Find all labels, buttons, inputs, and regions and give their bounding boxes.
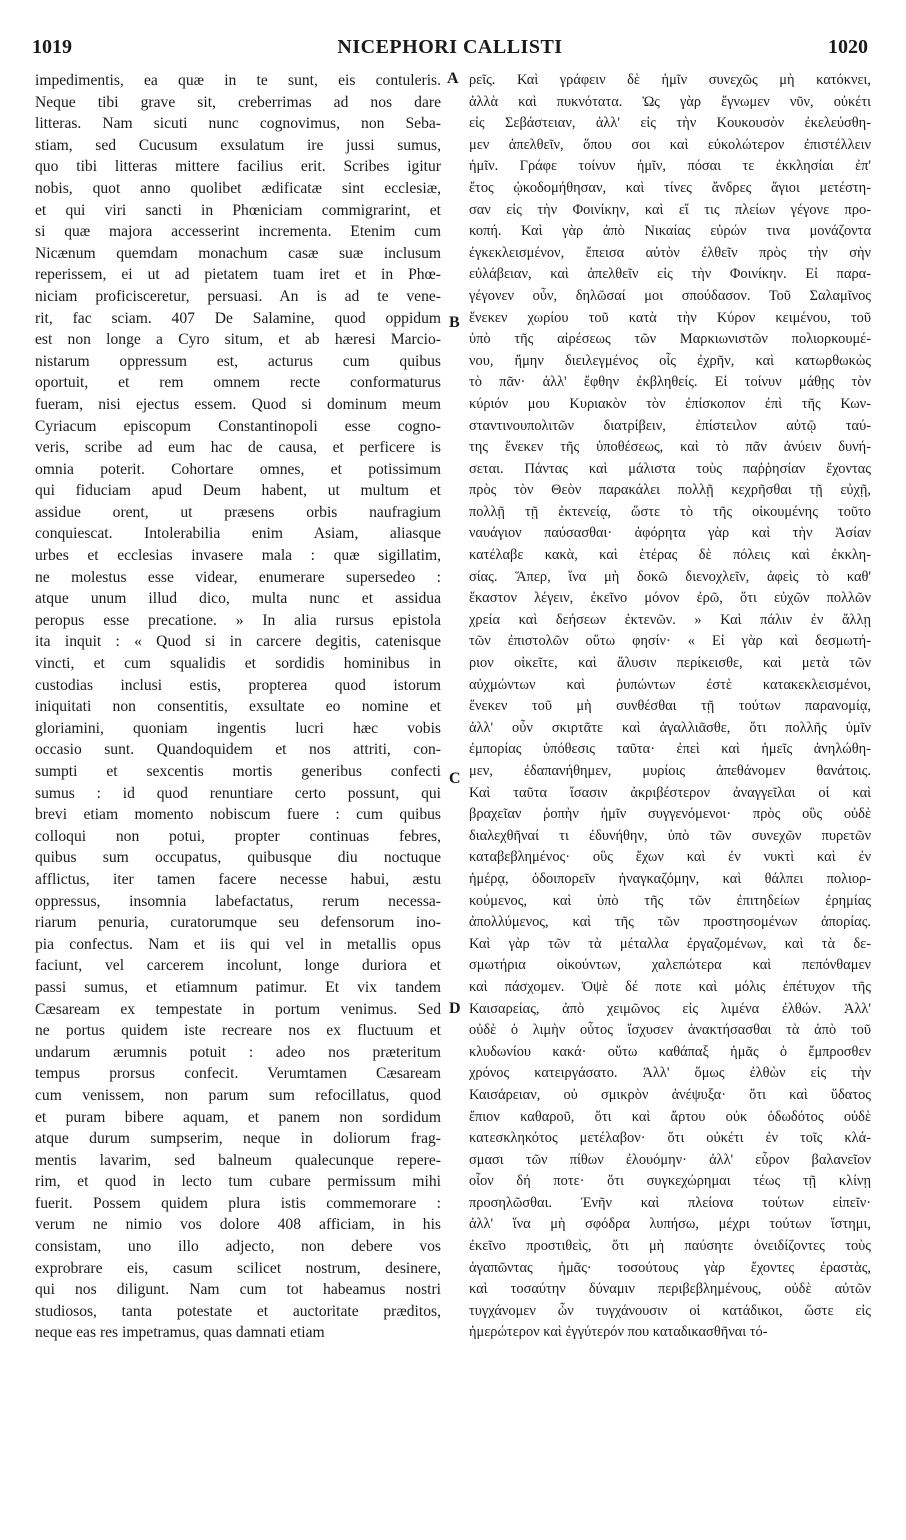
latin-text-line: custodias inclusi estis, propterea quod istorum [35,676,441,694]
latin-text-line: nistarum oppressum est, acturus cum quibus [35,352,441,370]
greek-column [469,70,871,1344]
greek-text-line: ὑπὸ τῆς αἱρέσεως τῶν Μαρκιωνιστῶν πολιορκουμέ- [469,331,871,348]
latin-text-line: quibus sum occupatus, quibusque diu noctuque [35,849,441,867]
greek-text-line: καὶ τοσαύτην δύναμιν περιβεβλημένους, οὐδὲ αὐτῶν [469,1281,871,1298]
latin-text-line: exprobrare eis, casum scilicet nostrum, desinere, [35,1259,441,1277]
greek-text-line: νου, ἤμην διειλεγμένος οἷς ἐχρῆν, καὶ κατωρθωκὼς [469,352,871,369]
greek-text-line: ἡμερώτερον καὶ ἐγγύτερόν που καταδικασθῆναι τό- [469,1324,768,1341]
latin-text-line: faciunt, vel carcerem incolunt, longe duriora et [35,957,441,975]
greek-text-line: Καὶ ταῦτα ἴσασιν ἀκριβέστερον ἀναγγεῖλαι οἱ καὶ [469,784,871,801]
greek-text-line: ἡμῖν. Γράφε τοίνυν ἡμῖν, πόσαι τε ἐκκλησίαι ἐπ' [469,158,871,175]
latin-text-line: afflictus, iter tamen facere necesse habui, æstu [35,870,441,888]
greek-text-line: οὐδὲ ὁ λιμὴν οὗτος ἴσχυσεν ἀνακτήσασθαι τὰ ἀπὸ τοῦ [469,1022,871,1039]
latin-text-line: omnia poterit. Cohortare omnes, et potissimum [35,460,441,478]
latin-text-line: oportuit, et rem omnem recte conformaturus [35,374,441,392]
greek-text-line: της ἕνεκεν τῆς ὑποθέσεως, καὶ τὸ πᾶν ἀνύειν δυνή- [469,439,871,456]
greek-text-line: ἡμέρᾳ, ὁδοιπορεῖν ἠναγκαζόμην, καὶ θάλπει πολιορ- [469,870,871,887]
greek-text-line: πολλῇ τῇ ἐκτενείᾳ, ὥστε τὸ τῆς οἰκουμένης τοῦτο [469,503,871,520]
greek-text-line: ἐκεῖνο προστιθεὶς, ὅτι μὴ παύσητε ὀνειδίζοντες τοὺς [469,1238,871,1255]
latin-text-line: iniquitati non consentitis, exsultate eo nomine et [35,698,441,716]
greek-text-line: χρεία καὶ δεήσεων ἐκτενῶν. » Καὶ πάλιν ἐν ἄλλῃ [469,611,871,628]
latin-text-line: oppressus, insomnia labefactatus, rerum necessa- [35,892,441,910]
greek-text-line: ἀλλ' ἵνα μὴ σφόδρα λυπήσω, μέχρι τούτων ἵστημι, [469,1216,871,1233]
greek-text-line: κατεσκληκότος μετέλαβον· ὅτι οὐκέτι ἐν τοῖς κλά- [469,1130,871,1147]
running-title: NICEPHORI CALLISTI [337,36,563,58]
greek-text-line: καταβεβλημένος· οὓς ἔχων καὶ ἐν νυκτὶ καὶ ἐν [469,849,871,866]
latin-text-line: neque eas res impetramus, quas damnati etiam [35,1324,325,1342]
greek-text-line: ἔπιον καθαροῦ, ὅτι καὶ ἄρτου οὐκ ὀδωδότος οὐδὲ [469,1108,871,1125]
latin-text-line: verum ne nimio vos dolore 408 afficiam, in his [35,1216,441,1234]
latin-text-line: litteras. Nam sicuti nunc cognovimus, non Seba- [35,115,441,133]
latin-text-line: sumus : id quod renuntiare certo possunt, qui [35,784,441,802]
latin-text-line: passi sumus, et etiamnum patimur. Et vix tandem [35,978,441,996]
greek-text-line: ναυάγιον παύσασθαι· ἀφόρητα γὰρ καὶ τὴν Ἀσίαν [469,525,871,542]
latin-text-line: urbes et ecclesias invasere mala : quæ sigillatim, [35,547,441,565]
latin-text-line: et qui viri sancti in Phœniciam commigrarint, et [35,201,441,219]
latin-text-line: nobis, quot anno quolibet ædificatæ sint ecclesiæ, [35,179,441,197]
greek-text-line: ἕνεκεν τοῦ μὴ συνθέσθαι τῇ τούτων παρανομίᾳ, [469,698,871,715]
greek-text-line: σμωτήρια οἰκούντων, χαλεπώτερα καὶ πεπόνθαμεν [469,957,871,974]
greek-text-line: ἀγαπῶντας ἡμᾶς· τοσούτους γὰρ ἔχοντες ἐραστὰς, [469,1259,871,1276]
greek-text-line: τῶν ἐπιστολῶν οὕτω φησίν· « Εἰ γὰρ καὶ δεσμωτή- [469,633,871,650]
latin-text-line: Nicænum quemdam monachum casæ suæ inclusum [35,244,441,262]
latin-text-line: pia confectus. Nam et iis qui vel in metallis opus [35,935,441,953]
greek-text-line: γέγονεν οὖν, δηλῶσαί μοι σπούδασον. Τοῦ Σαλαμῖνος [469,287,871,304]
latin-text-line: Neque tibi grave sit, creberrimas ad nos dare [35,93,441,111]
greek-text-line: σαν εἰς τὴν Φοινίκην, καὶ εἴ τις πλείων γέγονε προ- [469,201,871,218]
greek-text-line: ἐμπορίας ὑπόθεσις ταῦτα· ἐπεὶ καὶ ἡμεῖς ἀνηλώθη- [469,741,871,758]
greek-text-line: μεν ἀπελθεῖν, ὅπου σοι καὶ εὐκολώτερον ἐπιστέλλειν [469,136,871,153]
greek-text-line: τὸ πᾶν· ἀλλ' ἔφθην ἐκβληθείς. Εἰ τοίνυν μάθῃς τὸν [469,374,871,391]
greek-text-line: κύριόν μου Κυριακὸν τὸν ἐπίσκοπον ἐπὶ τῆς Κων- [469,395,871,412]
greek-text-line: ἀλλὰ καὶ πυκνότατα. Ὡς γὰρ ἔγνωμεν νῦν, οὐκέτι [469,93,871,110]
latin-text-line: fuerit. Possem quidem plura istis commemorare : [35,1194,441,1212]
latin-text-line: consistam, uno illo adjecto, non debere vos [35,1238,441,1256]
latin-text-line: est non longe a Cyro situm, et ab hæresi Marcio- [35,331,441,349]
greek-text-line: πρὸς τὸν Θεὸν παρακάλει πολλῇ κεχρῆσθαι τῇ εὐχῇ, [469,482,871,499]
latin-text-line: qui fiduciam apud Deum habent, ut multum et [35,482,441,500]
latin-text-line: rit, fac sciam. 407 De Salamine, quod oppidum [35,309,441,327]
greek-text-line: κατέλαβε κακὰ, καὶ ἑτέρας δὲ πόλεις καὶ ἐκκλη- [469,547,871,564]
greek-text-line: ἕνεκεν χωρίου τοῦ κατὰ τὴν Κύρον κειμένου, τοῦ [469,309,871,326]
greek-text-line: εἰς Σεβάστειαν, ἀλλ' εἰς τὴν Κουκουσὸν ἐκελεύσθη- [469,115,871,132]
latin-text-line: ne molestus esse videar, enumerare supersedeo : [35,568,441,586]
latin-text-line: undarum ærumnis potuit : adeo nos præteritum [35,1043,441,1061]
latin-text-line: stiam, sed Cucusum exsulatum ire jussi sumus, [35,136,441,154]
latin-text-line: ne portus quidem iste recreare nos ex fluctuum et [35,1022,441,1040]
latin-text-line: assidue orent, ut præsens orbis naufragium [35,503,441,521]
greek-text-line: κούμενος, καὶ ὑπὸ τῆς τῶν ἐπιτηδείων ἐρημίας [469,892,871,909]
greek-text-line: εὐλάβειαν, καὶ ἀπελθεῖν εἰς τὴν Φοινίκην. Εἰ παρα- [469,266,871,283]
latin-text-line: et puram bibere aquam, et panem non sordidum [35,1108,441,1126]
running-header [32,36,868,64]
greek-text-line: Καὶ γὰρ τῶν τὰ μέταλλα ἐργαζομένων, καὶ τὰ δε- [469,935,871,952]
left-page-number: 1019 [32,36,72,58]
right-page-number: 1020 [828,36,868,58]
latin-text-line: occasio sunt. Quandoquidem et nos attriti, con- [35,741,441,759]
latin-text-line: reperissem, ei ut ad pietatem tuam iret et in Phœ- [35,266,441,284]
latin-text-line: qui nos diligunt. Nam cum tot habeamus nostri [35,1281,441,1299]
greek-text-line: οἷον δή ποτε· ὅτι συγκεχώρημαι τέως τῇ κλίνῃ [469,1173,871,1190]
latin-text-line: rim, et quod in lecto tum cubare permissum mihi [35,1173,441,1191]
latin-text-line: brevi etiam momento nobiscum fuere : cum quibus [35,806,441,824]
latin-text-line: quo tibi litteras mittere facilius erit. Scribes igitur [35,158,441,176]
latin-text-line: impedimentis, ea quæ in te sunt, eis contuleris. [35,72,441,89]
latin-text-line: atque durum sumpserim, neque in doliorum frag- [35,1130,441,1148]
greek-text-line: τυγχάνομεν ὧν τυγχάνουσιν οἱ κατάδικοι, ὥστε εἰς [469,1302,871,1319]
greek-text-line: προσηλῶσθαι. Ἐνῆν καὶ πλείονα τούτων εἰπεῖν· [469,1194,871,1211]
latin-text-line: si quæ majora accesserint incrementa. Etenim cum [35,223,441,241]
latin-text-line: sumpti et sexcentis mortis generibus confecti [35,763,441,780]
margin-letter-c: C [449,770,461,787]
greek-text-line: καὶ πάσχομεν. Ὀψὲ δέ ποτε καὶ μόλις ἐπέτυχον τῆς [469,978,871,995]
latin-column [35,70,441,1344]
latin-text-line: riarum penuria, curatorumque seu defensorum ino- [35,914,441,932]
latin-text-line: studiosos, tanta potestate et auctoritate præditos, [35,1302,441,1320]
latin-text-line: gloriamini, quoniam ingentis lucri hæc vobis [35,719,441,737]
latin-text-line: colloqui non potui, propter continuas febres, [35,827,441,845]
greek-text-line: διαλεχθῆναί τι ἐδυνήθην, ὑπὸ τῶν συνεχῶν πυρετῶν [469,827,871,844]
greek-text-line: σμασι τῶν πίθων ἐλουόμην· ἀλλ' εὗρον βαλανεῖον [469,1151,871,1168]
latin-text-line: peropus esse precatione. » In alia rursus epistola [35,611,441,629]
greek-text-line: ἐγκεκλεισμένον, ἔπεισα αὐτὸν ἐλθεῖν πρὸς τὴν σὴν [469,244,871,261]
greek-text-line: βραχεῖαν ῥοπὴν ἡμῖν συγγενόμενοι· πρὸς οὓς οὐδὲ [469,806,871,823]
greek-text-line: ριον οἰκεῖτε, καὶ ἅλυσιν περίκεισθε, καὶ μετὰ τῶν [469,655,871,672]
margin-letter-d: D [449,1000,461,1017]
greek-text-line: κοπή. Καὶ γὰρ ἀπὸ Νικαίας εὑρών τινα μονάζοντα [469,223,871,240]
latin-text-line: vincti, et cum squalidis et sordidis hominibus in [35,655,441,673]
greek-text-line: αὐχμώντων καὶ ῥυπώντων ἐστὲ κατακεκλεισμένοι, [469,676,871,693]
latin-text-line: tempus prorsus confecit. Verumtamen Cæsaream [35,1065,441,1083]
greek-text-line: ἔτος ᾠκοδομήθησαν, καὶ τίνες ἄνδρες ἅγιοι μετέστη- [469,179,871,196]
latin-text-line: veris, scribe ad eum hac de causa, et perficere is [35,439,441,457]
latin-text-line: cum venissem, non parum sum refocillatus, quod [35,1086,441,1104]
latin-text-line: Cyriacum episcopum Constantinopoli esse cogno- [35,417,441,435]
greek-text-line: κλυδωνίου κακά· οὕτω καθάπαξ ἡμᾶς ὁ ἔμπροσθεν [469,1043,871,1060]
margin-letter-b: B [449,314,460,331]
margin-letter-a: A [447,70,459,87]
latin-text-line: atque unum illud dico, multa nunc et assidua [35,590,441,608]
greek-text-line: μεν, ἐδαπανήθημεν, μυρίοις ἀπεθάνομεν θανάτοις. [469,763,871,779]
greek-text-line: ἕκαστον λέγειν, ἐκεῖνο μόνον ἐρῶ, ὅτι εὐχῶν πολλῶν [469,590,871,607]
latin-text-line: niciam proficisceretur, persuasi. An is ad te vene- [35,287,441,305]
greek-text-line: ρεῖς. Καὶ γράφειν δὲ ἡμῖν συνεχῶς μὴ κατόκνει, [469,72,871,88]
latin-text-line: mentis lavarim, sed balneum qualecunque repere- [35,1151,441,1169]
greek-text-line: χρόνος κατειργάσατο. Ἀλλ' ὅμως ἐλθὼν εἰς τὴν [469,1065,871,1082]
greek-text-line: ἀλλ' οὖν σκιρτᾶτε καὶ ἀγαλλιᾶσθε, ὅτι πολλῆς ὑμῖν [469,719,871,736]
greek-text-line: σταντινουπολιτῶν διατρίβειν, ἐπίστειλον αὐτῷ ταύ- [469,417,871,434]
greek-text-line: Καισάρειαν, οὐ σμικρὸν ἀνέψυξα· ὅτι καὶ ὕδατος [469,1086,871,1103]
greek-text-line: σίας. Ἅπερ, ἵνα μὴ δοκῶ διενοχλεῖν, ἀφεὶς τὸ καθ' [469,568,871,585]
latin-text-line: conquiescat. Intolerabilia enim Asiam, aliasque [35,525,441,543]
greek-text-line: Καισαρείας, ἀπὸ χειμῶνος εἰς λιμένα ἐλθών. Ἀλλ' [469,1000,871,1017]
greek-text-line: ἀπολλύμενος, καὶ τῆς τῶν προστησομένων ἀπορίας. [469,914,871,931]
latin-text-line: ita inquit : « Quod si in carcere degitis, catenisque [35,633,441,651]
latin-text-line: fueram, nisi ejectus essem. Quod si dominum meum [35,395,441,413]
greek-text-line: σεται. Πάντας καὶ μάλιστα τοὺς παῤῥησίαν ἔχοντας [469,460,871,477]
latin-text-line: Cæsaream ex tempestate in portum venimus. Sed [35,1000,441,1018]
